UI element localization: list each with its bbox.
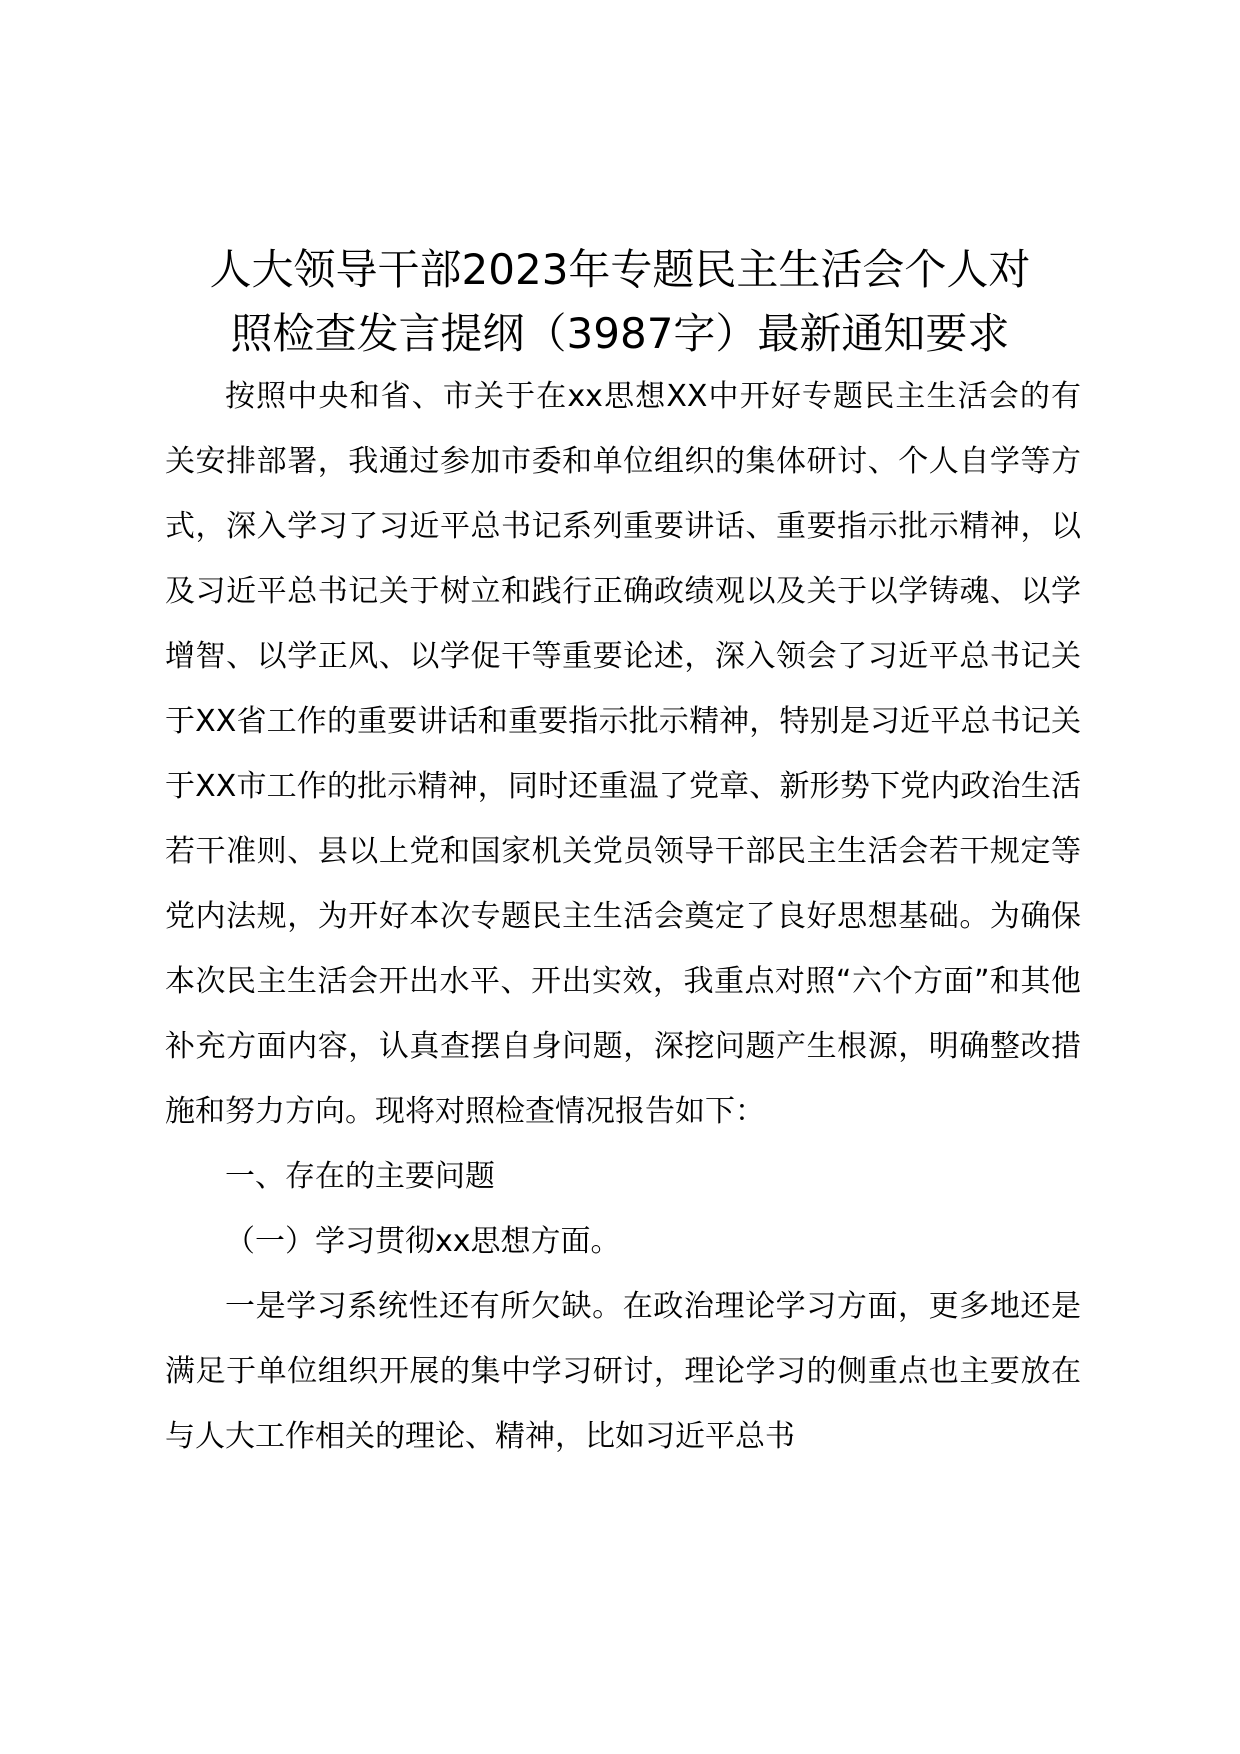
point-one-paragraph: 一是学习系统性还有所欠缺。在政治理论学习方面，更多地还是满足于单位组织开展的集中学习研讨，理论学习的侧重点也主要放在与人大工作相关的理论、精神，比如习近平总书 <box>165 1289 1081 1454</box>
section-heading-main-problems: 一、存在的主要问题 <box>225 1159 495 1194</box>
document-body <box>165 364 1081 1469</box>
intro-paragraph: 按照中央和省、市关于在xx思想XX中开好专题民主生活会的有关安排部署，我通过参加市委和单位组织的集体研讨、个人自学等方式，深入学习了习近平总书记系列重要讲话、重要指示批示精神，以及习近平总书记关于树立和践行正确政绩观以及关于以学铸魂、以学增智、以学正风、以学促干等重要论述，深入领会了习近平总书记关于XX省工作的重要讲话和重要指示批示精神，特别是习近平总书记关于XX市工作的批示精神，同时还重温了党章、新形势下党内政治生活若干准则、县以上党和国家机关党员领导干部民主生活会若干规定等党内法规，为开好本次专题民主生活会奠定了良好思想基础。为确保本次民主生活会开出水平、开出实效，我重点对照“六个方面”和其他补充方面内容，认真查摆自身问题，深挖问题产生根源，明确整改措施和努力方向。现将对照检查情况报告如下： <box>165 379 1081 1129</box>
document-title <box>130 238 1110 366</box>
title-line-1: 人大领导干部2023年专题民主生活会个人对 <box>209 245 1031 294</box>
subsection-heading-study: （一）学习贯彻xx思想方面。 <box>225 1224 621 1259</box>
title-line-2: 照检查发言提纲（3987字）最新通知要求 <box>230 309 1010 358</box>
